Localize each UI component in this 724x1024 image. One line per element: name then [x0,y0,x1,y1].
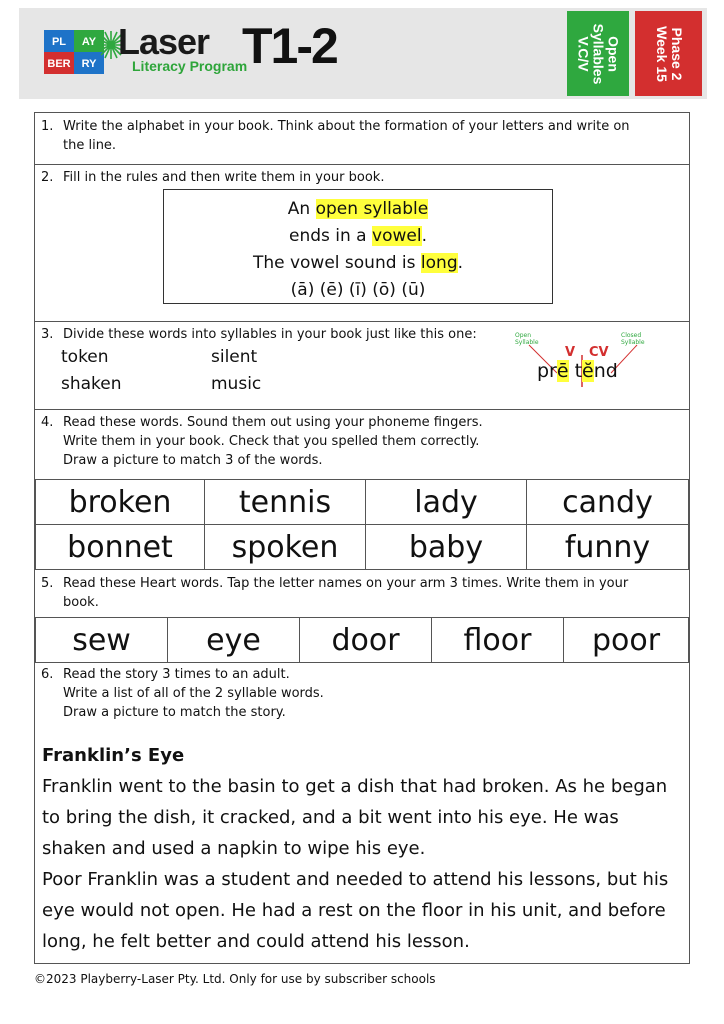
question-2 [35,165,689,322]
playberry-logo [44,30,104,74]
question-1 [35,113,689,165]
vowel-marker: V [565,345,576,360]
logo-text-pl: PL [51,36,67,48]
logo-text-ry: RY [81,58,97,70]
syllable-word: shaken [61,374,122,394]
cv-marker: CV [589,345,609,360]
example-part: pr [537,360,557,382]
word-grid [35,479,689,570]
q2-number: 2. [41,170,54,185]
q6-number: 6. [41,667,54,682]
q4-text: Read these words. Sound them out using your phoneme fingers. [63,415,483,430]
word-cell: bonnet [36,525,205,570]
topic-line-3: V.C/V [575,35,592,72]
rule-text: The vowel sound is [252,253,421,273]
q4-text-cont: Write them in your book. Check that you spelled them correctly. [63,434,480,449]
word-cell: funny [527,525,689,570]
rule-text: ends in a [289,226,373,246]
worksheet [34,112,690,964]
q4-number: 4. [41,415,54,430]
copyright-footer: ©2023 Playberry-Laser Pty. Ltd. Only for use by subscriber schools [34,972,436,986]
q6-text: Read the story 3 times to an adult. [63,667,290,682]
phase-tab [635,11,702,96]
syllable-example [513,327,673,402]
q1-text: Write the alphabet in your book. Think about the formation of your letters and write on [63,119,630,134]
rule-text: . [457,253,464,273]
q6-text-cont: Draw a picture to match the story. [63,705,286,720]
heart-word-cell: door [300,618,432,663]
q5-number: 5. [41,576,54,591]
phase-label: Phase 2 [668,27,685,80]
story-title: Franklin’s Eye [42,745,185,766]
q1-text-cont: the line. [63,138,117,153]
week-label: Week 15 [653,25,670,82]
example-word [537,360,618,382]
rule-text: . [421,226,427,246]
word-cell: tennis [205,480,366,525]
heart-word-cell: sew [36,618,168,663]
heart-word-cell: poor [564,618,689,663]
word-cell: candy [527,480,689,525]
example-part: nd [593,360,618,382]
q5-text-cont: book. [63,595,99,610]
logo-text-ay: AY [81,36,97,48]
topic-line-1: Open [605,35,622,72]
rule-box [163,189,553,304]
question-3 [35,322,689,410]
brand-name: Laser [118,21,210,62]
syllable-word: music [211,374,262,394]
q3-text: Divide these words into syllables in your book just like this one: [63,327,477,342]
story-paragraph: Franklin went to the basin to get a dish that had broken. As he began to bring the dish, it cracked, and a bit went into his eye. He was shaken and used a napkin to wipe his eye. [42,776,668,859]
question-5 [35,571,689,617]
heart-word-cell: floor [432,618,564,663]
level-label: T1-2 [242,18,337,74]
topic-tab [567,11,629,96]
q6-text-cont: Write a list of all of the 2 syllable words. [63,686,324,701]
open-syllable-label: Open Syllable [515,332,539,346]
closed-syllable-label: Closed Syllable [621,332,645,346]
rule-highlight-long: long [420,253,458,273]
q5-text: Read these Heart words. Tap the letter names on your arm 3 times. Write them in your [63,576,629,591]
heart-word-grid [35,617,689,663]
rule-text: An [287,199,316,219]
story-paragraph: Poor Franklin was a student and needed to attend his lessons, but his eye would not open. He had a rest on the floor in his unit, and before long, he felt better and could attend his lesson. [42,869,669,952]
word-cell: broken [36,480,205,525]
word-cell: lady [366,480,527,525]
story-text [42,771,687,957]
long-vowel-list: (ā) (ē) (ī) (ō) (ū) [290,280,426,300]
q3-number: 3. [41,327,54,342]
topic-line-2: Syllables [590,23,607,84]
word-cell: baby [366,525,527,570]
syllable-word: token [61,347,109,367]
question-4 [35,410,689,480]
word-cell: spoken [205,525,366,570]
q4-text-cont: Draw a picture to match 3 of the words. [63,453,323,468]
example-short-vowel: ĕ [582,360,594,382]
heart-word-cell: eye [168,618,300,663]
q1-number: 1. [41,119,54,134]
syllable-word: silent [211,347,258,367]
rule-highlight-open-syllable: open syllable [315,199,429,219]
logo-text-ber: BER [47,58,71,70]
q2-text: Fill in the rules and then write them in your book. [63,170,385,185]
example-part: t [574,360,583,382]
example-long-vowel: ē [556,360,569,382]
brand-subtitle: Literacy Program [132,58,248,74]
rule-highlight-vowel: vowel [372,226,422,246]
